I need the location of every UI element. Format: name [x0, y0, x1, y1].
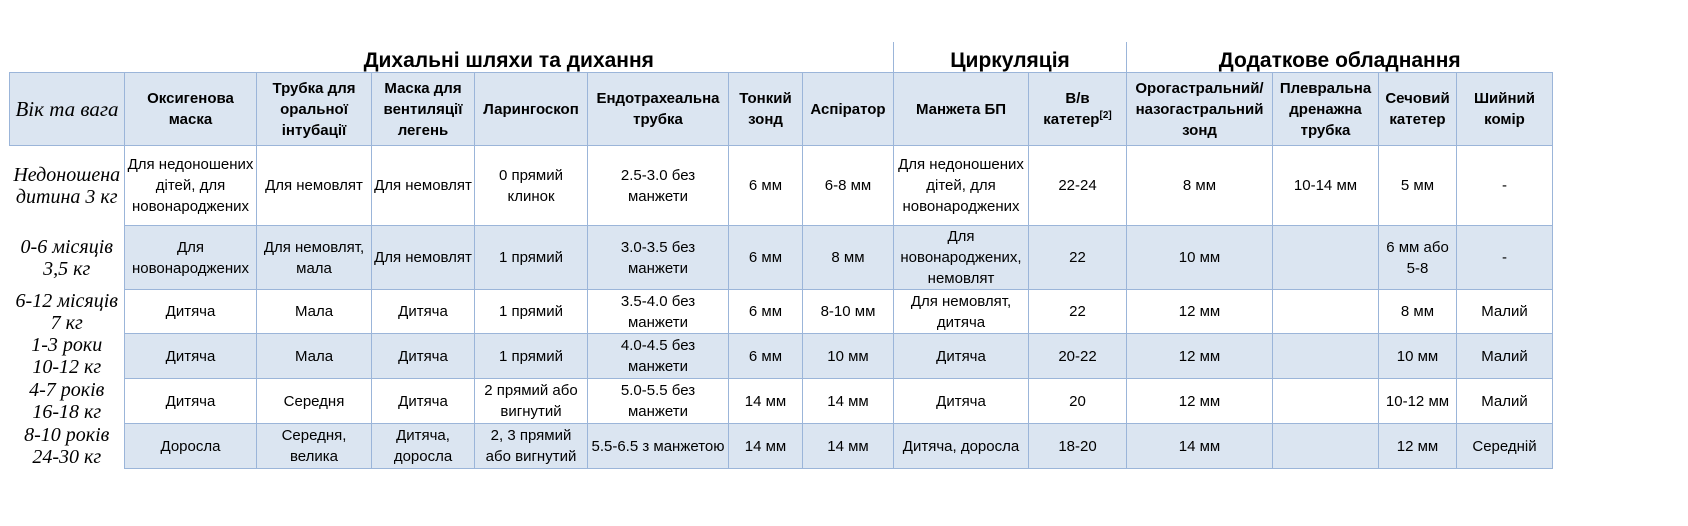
cell-gastric-tube: 12 мм: [1127, 334, 1273, 379]
age-weight-cell: [10, 226, 125, 290]
cell-pleural-tube: [1273, 290, 1379, 334]
weight-label: 3,5 кг: [43, 257, 91, 280]
cell-oxygen-mask: Доросла: [125, 424, 257, 469]
cell-neck-collar: Малий: [1457, 334, 1553, 379]
cell-bp-cuff: Для немовлят, дитяча: [894, 290, 1029, 334]
cell-neck-collar: Середній: [1457, 424, 1553, 469]
age-label: 8-10 років: [24, 424, 110, 446]
cell-pleural-tube: [1273, 226, 1379, 290]
cell-aspirator: 14 мм: [803, 424, 894, 469]
weight-label: дитина 3 кг: [15, 185, 118, 208]
cell-thin-probe: 6 мм: [729, 226, 803, 290]
cell-pleural-tube: [1273, 424, 1379, 469]
age-weight-cell: [10, 334, 125, 379]
cell-iv-catheter: 18-20: [1029, 424, 1127, 469]
age-label: Недоношена: [13, 163, 121, 186]
cell-bp-cuff: Дитяча: [894, 379, 1029, 424]
cell-neck-collar: -: [1457, 226, 1553, 290]
cell-laryngoscope: 2, 3 прямий або вигнутий: [475, 424, 588, 469]
cell-gastric-tube: 10 мм: [1127, 226, 1273, 290]
cell-vent-mask: Для немовлят: [372, 146, 475, 226]
cell-thin-probe: 14 мм: [729, 379, 803, 424]
cell-urinary-catheter: 10-12 мм: [1379, 379, 1457, 424]
cell-aspirator: 14 мм: [803, 379, 894, 424]
cell-urinary-catheter: 8 мм: [1379, 290, 1457, 334]
cell-gastric-tube: 8 мм: [1127, 146, 1273, 226]
cell-neck-collar: Малий: [1457, 379, 1553, 424]
table-row: [10, 334, 1553, 379]
cell-thin-probe: 6 мм: [729, 290, 803, 334]
group-airways: Дихальні шляхи та дихання: [125, 42, 894, 73]
cell-oral-tube: Мала: [257, 290, 372, 334]
cell-oral-tube: Для немовлят, мала: [257, 226, 372, 290]
table-row: [10, 146, 1553, 226]
column-header-row: [10, 73, 1553, 146]
col-oxygen-mask: Оксигенова маска: [125, 73, 257, 146]
weight-label: 16-18 кг: [32, 401, 102, 423]
age-weight-cell: [10, 379, 125, 424]
cell-thin-probe: 14 мм: [729, 424, 803, 469]
table-row: [10, 379, 1553, 424]
cell-vent-mask: Дитяча: [372, 379, 475, 424]
cell-bp-cuff: Для недоношених дітей, для новонароджених: [894, 146, 1029, 226]
cell-iv-catheter: 22: [1029, 226, 1127, 290]
cell-oxygen-mask: Дитяча: [125, 290, 257, 334]
cell-et-tube: 5.0-5.5 без манжети: [588, 379, 729, 424]
cell-urinary-catheter: 5 мм: [1379, 146, 1457, 226]
col-et-tube: Ендотрахеальна трубка: [588, 73, 729, 146]
cell-oral-tube: Для немовлят: [257, 146, 372, 226]
cell-oxygen-mask: Для новонароджених: [125, 226, 257, 290]
cell-urinary-catheter: 6 мм або 5-8: [1379, 226, 1457, 290]
cell-aspirator: 8 мм: [803, 226, 894, 290]
age-label: 4-7 років: [29, 379, 105, 401]
reference-link[interactable]: [2]: [1099, 110, 1112, 121]
cell-oxygen-mask: Дитяча: [125, 379, 257, 424]
group-circulation: Циркуляція: [894, 42, 1127, 73]
cell-gastric-tube: 14 мм: [1127, 424, 1273, 469]
col-oral-tube: Трубка для оральної інтубації: [257, 73, 372, 146]
col-thin-probe: Тонкий зонд: [729, 73, 803, 146]
cell-laryngoscope: 2 прямий або вигнутий: [475, 379, 588, 424]
cell-et-tube: 3.5-4.0 без манжети: [588, 290, 729, 334]
cell-oral-tube: Середня, велика: [257, 424, 372, 469]
cell-vent-mask: Для немовлят: [372, 226, 475, 290]
table-body: [10, 146, 1553, 469]
cell-oxygen-mask: Для недоношених дітей, для новонароджених: [125, 146, 257, 226]
cell-bp-cuff: Дитяча, доросла: [894, 424, 1029, 469]
age-label: 1-3 роки: [31, 334, 103, 356]
cell-neck-collar: -: [1457, 146, 1553, 226]
cell-urinary-catheter: 10 мм: [1379, 334, 1457, 379]
cell-laryngoscope: 1 прямий: [475, 290, 588, 334]
col-laryngoscope: Ларингоскоп: [475, 73, 588, 146]
age-weight-cell: [10, 290, 125, 334]
cell-vent-mask: Дитяча: [372, 334, 475, 379]
cell-laryngoscope: 0 прямий клинок: [475, 146, 588, 226]
cell-neck-collar: Малий: [1457, 290, 1553, 334]
age-weight-cell: [10, 424, 125, 469]
cell-oral-tube: Мала: [257, 334, 372, 379]
table-row: [10, 424, 1553, 469]
cell-iv-catheter: 20-22: [1029, 334, 1127, 379]
cell-urinary-catheter: 12 мм: [1379, 424, 1457, 469]
cell-et-tube: 5.5-6.5 з манжетою: [588, 424, 729, 469]
col-urinary-catheter: Сечовий катетер: [1379, 73, 1457, 146]
cell-iv-catheter: 20: [1029, 379, 1127, 424]
cell-pleural-tube: [1273, 334, 1379, 379]
col-iv-catheter: [1029, 73, 1127, 146]
col-age: Вік та вага: [10, 73, 125, 146]
weight-label: 24-30 кг: [32, 446, 102, 468]
cell-gastric-tube: 12 мм: [1127, 290, 1273, 334]
age-label: 0-6 місяців: [20, 235, 113, 258]
col-vent-mask: Маска для вентиляції легень: [372, 73, 475, 146]
col-aspirator: Аспіратор: [803, 73, 894, 146]
col-neck-collar: Шийний комір: [1457, 73, 1553, 146]
cell-thin-probe: 6 мм: [729, 146, 803, 226]
group-header-row: [10, 42, 1553, 73]
cell-aspirator: 6-8 мм: [803, 146, 894, 226]
cell-vent-mask: Дитяча: [372, 290, 475, 334]
cell-bp-cuff: Для новонароджених, немовлят: [894, 226, 1029, 290]
cell-pleural-tube: 10-14 мм: [1273, 146, 1379, 226]
cell-et-tube: 2.5-3.0 без манжети: [588, 146, 729, 226]
cell-aspirator: 10 мм: [803, 334, 894, 379]
age-weight-cell: [10, 146, 125, 226]
cell-vent-mask: Дитяча, доросла: [372, 424, 475, 469]
equipment-table: [9, 42, 1553, 469]
cell-et-tube: 3.0-3.5 без манжети: [588, 226, 729, 290]
col-iv-catheter-label: В/в катетер: [1043, 90, 1100, 128]
weight-label: 7 кг: [50, 311, 83, 334]
cell-bp-cuff: Дитяча: [894, 334, 1029, 379]
table-row: [10, 226, 1553, 290]
cell-oxygen-mask: Дитяча: [125, 334, 257, 379]
cell-laryngoscope: 1 прямий: [475, 226, 588, 290]
cell-thin-probe: 6 мм: [729, 334, 803, 379]
weight-label: 10-12 кг: [32, 356, 102, 378]
cell-iv-catheter: 22-24: [1029, 146, 1127, 226]
col-pleural-tube: Плевральна дренажна трубка: [1273, 73, 1379, 146]
table-row: [10, 290, 1553, 334]
col-gastric-tube: Орогастральний/ назогастральний зонд: [1127, 73, 1273, 146]
cell-et-tube: 4.0-4.5 без манжети: [588, 334, 729, 379]
cell-laryngoscope: 1 прямий: [475, 334, 588, 379]
cell-pleural-tube: [1273, 379, 1379, 424]
cell-aspirator: 8-10 мм: [803, 290, 894, 334]
cell-gastric-tube: 12 мм: [1127, 379, 1273, 424]
cell-oral-tube: Середня: [257, 379, 372, 424]
cell-iv-catheter: 22: [1029, 290, 1127, 334]
group-extra-equipment: Додаткове обладнання: [1127, 42, 1553, 73]
age-label: 6-12 місяців: [15, 289, 118, 312]
col-bp-cuff: Манжета БП: [894, 73, 1029, 146]
